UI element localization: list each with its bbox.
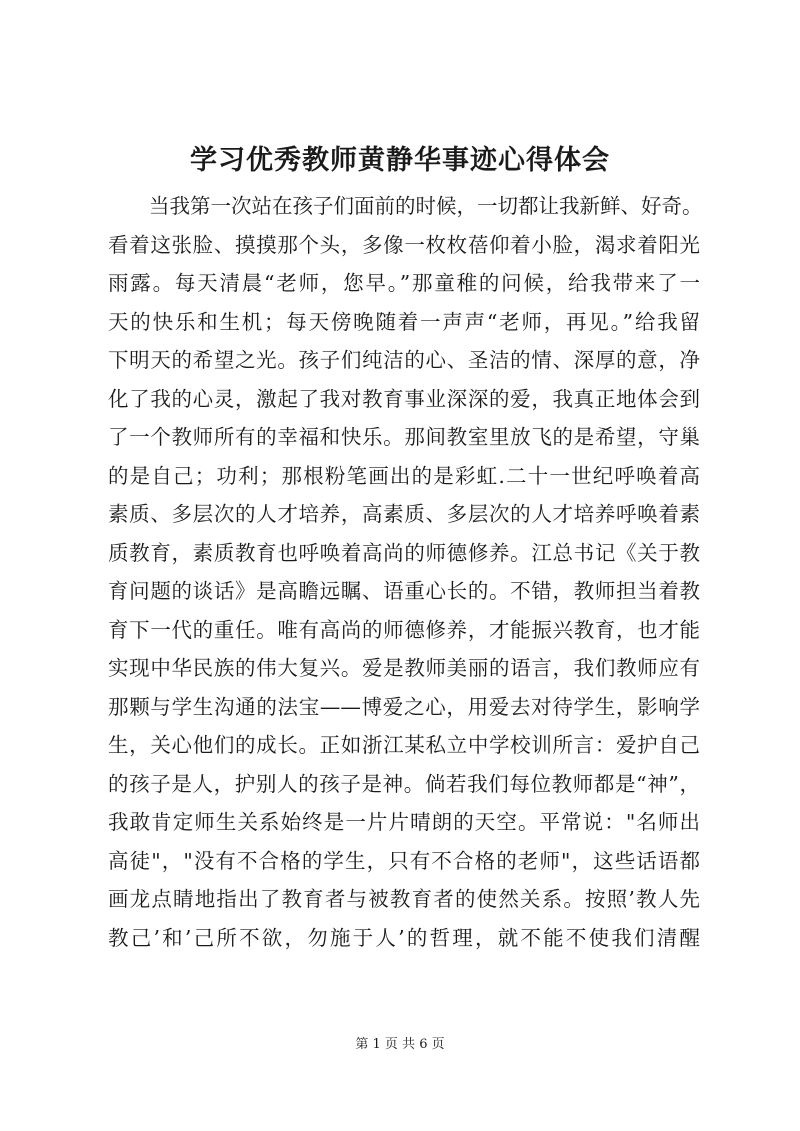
document-body (108, 187, 703, 957)
body-line: 育下一代的重任。唯有高尚的师德修养，才能振兴教育，也才能 (108, 617, 700, 642)
body-line: 实现中华民族的伟大复兴。爱是教师美丽的语言，我们教师应有 (108, 656, 700, 680)
body-line: 的是自己；功利；那根粉笔画出的是彩虹.二十一世纪呼唤着高 (108, 463, 700, 488)
body-line: 那颗与学生沟通的法宝——博爱之心，用爱去对待学生，影响学 (108, 694, 700, 719)
body-line: 育问题的谈话》是高瞻远瞩、语重心长的。不错，教师担当着教 (108, 579, 700, 603)
body-line: 化了我的心灵，激起了我对教育事业深深的爱，我真正地体会到 (108, 386, 700, 411)
body-line: 了一个教师所有的幸福和快乐。那间教室里放飞的是希望，守巢 (108, 425, 700, 449)
body-line: 我敢肯定师生关系始终是一片片晴朗的天空。平常说："名师出 (108, 810, 700, 834)
page-footer: 第 1 页 共 6 页 (355, 1037, 445, 1052)
body-line: 天的快乐和生机；每天傍晚随着一声声“老师，再见。”给我留 (108, 309, 700, 334)
body-line: 下明天的希望之光。孩子们纯洁的心、圣洁的情、深厚的意，净 (108, 348, 700, 372)
document-title: 学习优秀教师黄静华事迹心得体会 (190, 145, 610, 176)
body-line: 质教育，素质教育也呼唤着高尚的师德修养。江总书记《关于教 (108, 540, 700, 565)
body-line: 生，关心他们的成长。正如浙江某私立中学校训所言：爱护自己 (108, 733, 700, 757)
body-line: 当我第一次站在孩子们面前的时候，一切都让我新鲜、好奇。 (149, 194, 703, 218)
body-line: 教己’和’己所不欲，勿施于人’的哲理，就不能不使我们清醒 (108, 925, 700, 950)
body-line: 雨露。每天清晨“老师，您早。”那童稚的问候，给我带来了一 (108, 271, 700, 295)
body-line: 素质、多层次的人才培养，高素质、多层次的人才培养呼唤着素 (108, 502, 700, 526)
body-line: 高徒"，"没有不合格的学生，只有不合格的老师"，这些话语都 (108, 848, 700, 873)
body-line: 画龙点睛地指出了教育者与被教育者的使然关系。按照’教人先 (108, 887, 700, 911)
body-line: 看着这张脸、摸摸那个头，多像一枚枚蓓仰着小脸，渴求着阳光 (108, 232, 700, 257)
body-line: 的孩子是人，护别人的孩子是神。倘若我们每位教师都是“神”， (108, 771, 700, 796)
